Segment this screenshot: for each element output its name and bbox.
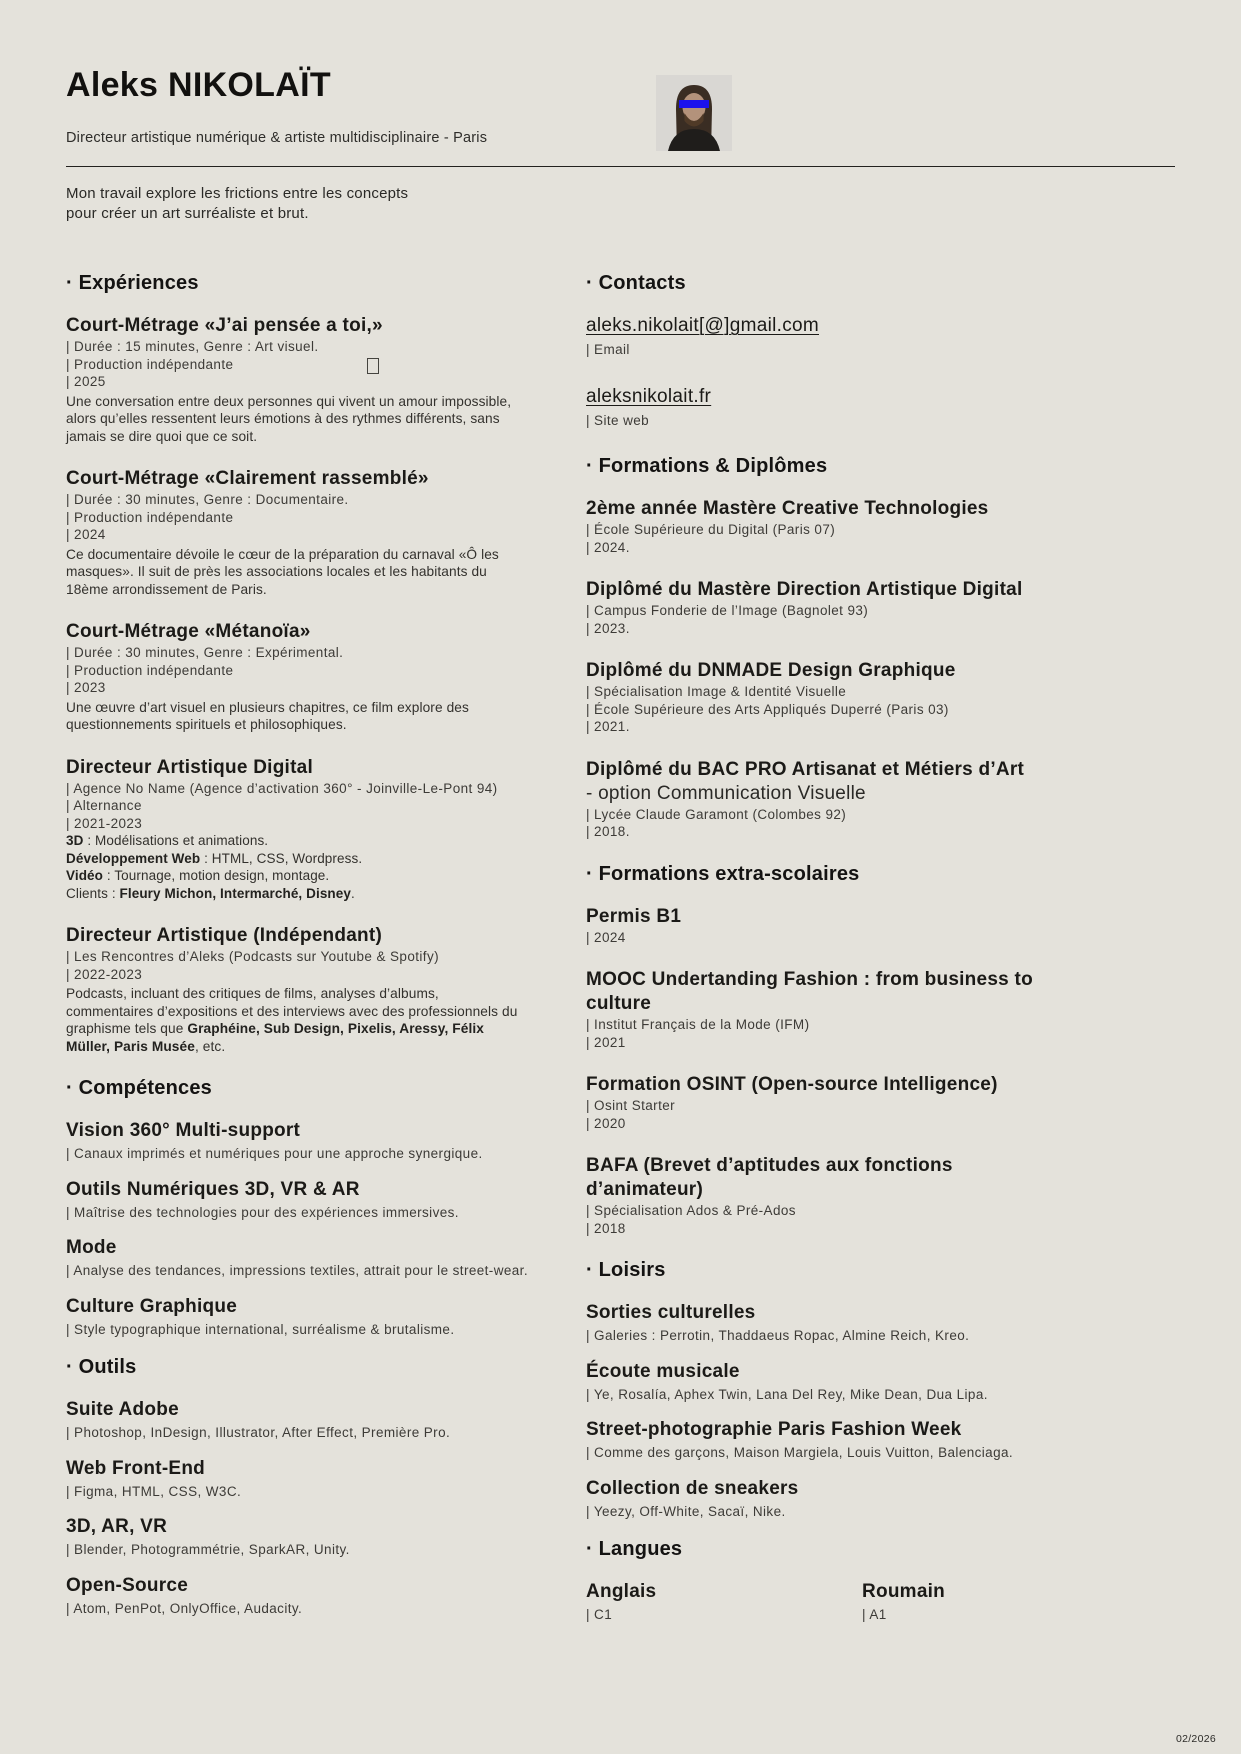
skill-detail: | Canaux imprimés et numériques pour une approche synergique. bbox=[66, 1146, 483, 1161]
detail-line: | Durée : 15 minutes, Genre : Art visuel. bbox=[66, 339, 319, 354]
skill-detail: | C1 bbox=[586, 1607, 613, 1622]
intro-line-2: pour créer un art surréaliste et brut. bbox=[66, 205, 309, 222]
contact-entry bbox=[586, 314, 1056, 359]
formation-entry bbox=[586, 905, 1056, 947]
entry-details bbox=[66, 644, 528, 697]
entry-description: Une conversation entre deux personnes qui vivent un amour impossible, alors qu’elles ressentent leurs émotions à des rythmes différents, sans jamais se dire quoi que ce soit. bbox=[66, 393, 512, 444]
detail-line: | 2021-2023 bbox=[66, 815, 143, 831]
detail-line: | 2025 bbox=[66, 374, 106, 389]
formation-entry bbox=[586, 1073, 1056, 1132]
langues-list bbox=[586, 1580, 1056, 1639]
skill-title: Vision 360° Multi-support bbox=[66, 1120, 301, 1141]
skill-entry bbox=[66, 1515, 528, 1559]
page-title: Aleks NIKOLAÏT bbox=[66, 66, 331, 104]
skill-entry bbox=[586, 1301, 1056, 1345]
footer-date: 02/2026 bbox=[1175, 1733, 1216, 1745]
entry-title: 2ème année Mastère Creative Technologies bbox=[586, 498, 989, 519]
detail-line: | Durée : 30 minutes, Genre : Documentaire. bbox=[66, 492, 349, 507]
contact-entry bbox=[586, 385, 1056, 430]
section-heading-formations-extra: · Formations extra-scolaires bbox=[586, 862, 860, 885]
section-formations-extra bbox=[586, 863, 1056, 1238]
entry-description: Podcasts, incluant des critiques de films, analyses d’albums, commentaires d’expositions et des interviews avec des professionnels du graphisme tels que Graphéine, Sub Design, Pixelis, Aressy, Félix Müller, Paris Musée, etc. bbox=[66, 986, 518, 1054]
section-experiences bbox=[66, 272, 528, 1055]
skill-detail: | Comme des garçons, Maison Margiela, Louis Vuitton, Balenciaga. bbox=[586, 1445, 1014, 1460]
detail-line: | 2018. bbox=[586, 824, 630, 839]
skill-entry bbox=[66, 1119, 528, 1163]
entry-title: MOOC Undertanding Fashion : from business to culture bbox=[586, 969, 1033, 1014]
missing-glyph-box bbox=[367, 358, 379, 374]
section-contacts bbox=[586, 272, 1056, 429]
formation-entry bbox=[586, 659, 1056, 736]
formation-entry bbox=[586, 758, 1056, 841]
skill-detail: | Style typographique international, surréalisme & brutalisme. bbox=[66, 1321, 455, 1337]
experiences-list bbox=[66, 314, 528, 1055]
experience-entry bbox=[66, 467, 528, 598]
section-competences bbox=[66, 1077, 528, 1338]
skill-entry bbox=[862, 1580, 945, 1624]
section-heading-experiences: · Expériences bbox=[66, 272, 199, 294]
entry-details bbox=[586, 806, 1056, 841]
skill-title: Écoute musicale bbox=[586, 1360, 740, 1382]
header-divider bbox=[66, 166, 1175, 167]
entry-description: Une œuvre d’art visuel en plusieurs chapitres, ce film explore des questionnements spirituels et philosophiques. bbox=[66, 699, 469, 732]
detail-line: | 2018 bbox=[586, 1220, 626, 1236]
detail-line: | Production indépendante bbox=[66, 509, 234, 525]
skill-entry bbox=[66, 1574, 528, 1618]
formation-entry bbox=[586, 968, 1056, 1051]
entry-title: Diplômé du BAC PRO Artisanat et Métiers d’Art bbox=[586, 758, 1025, 780]
entry-title: Directeur Artistique Digital bbox=[66, 756, 314, 778]
detail-line: | Les Rencontres d’Aleks (Podcasts sur Youtube & Spotify) bbox=[66, 949, 439, 964]
portrait-photo bbox=[656, 75, 732, 151]
detail-line: 3D : Modélisations et animations. bbox=[66, 833, 269, 848]
detail-line: | Production indépendante bbox=[66, 662, 234, 678]
section-outils bbox=[66, 1356, 528, 1617]
skill-detail: | Blender, Photogrammétrie, SparkAR, Unity. bbox=[66, 1542, 350, 1557]
detail-line: | Spécialisation Image & Identité Visuelle bbox=[586, 684, 847, 699]
skill-entry bbox=[66, 1295, 528, 1339]
skill-entry bbox=[66, 1457, 528, 1501]
detail-line: | 2021 bbox=[586, 1034, 626, 1050]
detail-line: | École Supérieure du Digital (Paris 07) bbox=[586, 522, 836, 537]
skill-entry bbox=[66, 1236, 528, 1280]
skill-entry bbox=[66, 1398, 528, 1442]
formation-entry bbox=[586, 1154, 1056, 1237]
section-heading-langues: · Langues bbox=[586, 1538, 683, 1560]
detail-line: | Spécialisation Ados & Pré-Ados bbox=[586, 1203, 796, 1218]
entry-title: Diplômé du Mastère Direction Artistique Digital bbox=[586, 579, 1023, 600]
skill-detail: | Figma, HTML, CSS, W3C. bbox=[66, 1483, 242, 1499]
formations-extra-list bbox=[586, 905, 1056, 1238]
section-heading-contacts: · Contacts bbox=[586, 272, 686, 294]
detail-line: | Lycée Claude Garamont (Colombes 92) bbox=[586, 806, 847, 822]
entry-title: Court-Métrage «Clairement rassemblé» bbox=[66, 468, 429, 489]
detail-line: | 2022-2023 bbox=[66, 966, 143, 982]
entry-title: Formation OSINT (Open-source Intelligence) bbox=[586, 1074, 998, 1095]
skill-detail: | Ye, Rosalía, Aphex Twin, Lana Del Rey, Mike Dean, Dua Lipa. bbox=[586, 1386, 988, 1402]
skill-entry bbox=[586, 1360, 1056, 1404]
entry-details bbox=[586, 1202, 1056, 1237]
entry-task-lines bbox=[66, 832, 528, 902]
detail-line: Vidéo : Tournage, motion design, montage. bbox=[66, 868, 330, 883]
entry-details bbox=[66, 948, 528, 983]
detail-line: | 2021. bbox=[586, 719, 630, 734]
section-loisirs bbox=[586, 1259, 1056, 1520]
contacts-list bbox=[586, 314, 1056, 429]
intro-statement bbox=[66, 184, 486, 224]
skill-title: Collection de sneakers bbox=[586, 1477, 799, 1499]
entry-title: BAFA (Brevet d’aptitudes aux fonctions d’animateur) bbox=[586, 1155, 953, 1200]
detail-line: | Institut Français de la Mode (IFM) bbox=[586, 1017, 810, 1032]
skill-title: Street-photographie Paris Fashion Week bbox=[586, 1419, 962, 1440]
entry-details bbox=[586, 1097, 1056, 1132]
loisirs-list bbox=[586, 1301, 1056, 1520]
detail-line: | École Supérieure des Arts Appliqués Duperré (Paris 03) bbox=[586, 701, 949, 717]
entry-title: Court-Métrage «Métanoïa» bbox=[66, 621, 311, 642]
section-formations bbox=[586, 455, 1056, 841]
competences-list bbox=[66, 1119, 528, 1338]
skill-title: Culture Graphique bbox=[66, 1295, 238, 1317]
entry-subtitle: - option Communication Visuelle bbox=[586, 782, 866, 804]
skill-title: Web Front-End bbox=[66, 1457, 206, 1479]
detail-line: | 2020 bbox=[586, 1115, 626, 1131]
experience-entry bbox=[66, 314, 528, 445]
detail-line: Développement Web : HTML, CSS, Wordpress. bbox=[66, 850, 363, 866]
section-heading-competences: · Compétences bbox=[66, 1077, 212, 1099]
contact-link[interactable]: aleks.nikolait[@]gmail.com bbox=[586, 315, 819, 336]
detail-line: | Production indépendante bbox=[66, 356, 234, 372]
experience-entry bbox=[66, 756, 528, 903]
entry-title: Directeur Artistique (Indépendant) bbox=[66, 925, 383, 946]
entry-details bbox=[66, 780, 528, 833]
right-column bbox=[586, 272, 1056, 1639]
detail-line: Clients : Fleury Michon, Intermarché, Disney. bbox=[66, 885, 355, 901]
skill-title: Open-Source bbox=[66, 1574, 189, 1596]
detail-line: | 2024. bbox=[586, 539, 630, 555]
formations-list bbox=[586, 497, 1056, 841]
skill-title: Roumain bbox=[862, 1581, 946, 1602]
entry-description: Ce documentaire dévoile le cœur de la préparation du carnaval «Ô les masques». Il suit de près les associations locales et les habitants du 18ème arrondissement de Paris. bbox=[66, 546, 499, 597]
skill-entry bbox=[586, 1477, 1056, 1521]
detail-line: | Durée : 30 minutes, Genre : Expérimental. bbox=[66, 645, 344, 660]
entry-details bbox=[586, 683, 1056, 736]
skill-detail: | Galeries : Perrotin, Thaddaeus Ropac, Almine Reich, Kreo. bbox=[586, 1328, 970, 1343]
formation-entry bbox=[586, 578, 1056, 637]
detail-line: | Osint Starter bbox=[586, 1098, 676, 1113]
skill-title: 3D, AR, VR bbox=[66, 1516, 168, 1537]
skill-title: Sorties culturelles bbox=[586, 1302, 756, 1323]
skill-entry bbox=[66, 1178, 528, 1222]
entry-details bbox=[586, 1016, 1056, 1051]
detail-line: | 2023 bbox=[66, 680, 106, 695]
contact-label: | Email bbox=[586, 342, 630, 357]
detail-line: | 2024 bbox=[586, 929, 626, 945]
skill-detail: | Photoshop, InDesign, Illustrator, After Effect, Première Pro. bbox=[66, 1425, 451, 1440]
section-heading-outils: · Outils bbox=[66, 1356, 137, 1378]
skill-detail: | Analyse des tendances, impressions textiles, attrait pour le street-wear. bbox=[66, 1263, 528, 1278]
entry-details bbox=[66, 338, 528, 391]
detail-line: | 2023. bbox=[586, 620, 630, 636]
skill-detail: | Yeezy, Off-White, Sacaï, Nike. bbox=[586, 1503, 786, 1519]
section-heading-loisirs: · Loisirs bbox=[586, 1259, 666, 1281]
skill-title: Anglais bbox=[586, 1581, 657, 1602]
outils-list bbox=[66, 1398, 528, 1617]
skill-title: Suite Adobe bbox=[66, 1399, 179, 1420]
section-langues bbox=[586, 1538, 1056, 1639]
detail-line: | Alternance bbox=[66, 798, 142, 813]
skill-detail: | Maîtrise des technologies pour des expériences immersives. bbox=[66, 1204, 459, 1220]
skill-detail: | Atom, PenPot, OnlyOffice, Audacity. bbox=[66, 1600, 303, 1616]
detail-line: | 2024 bbox=[66, 527, 106, 542]
entry-details bbox=[66, 491, 528, 544]
skill-title: Outils Numériques 3D, VR & AR bbox=[66, 1178, 360, 1200]
detail-line: | Campus Fonderie de l’Image (Bagnolet 93) bbox=[586, 603, 869, 618]
entry-details bbox=[586, 521, 1056, 556]
job-subtitle: Directeur artistique numérique & artiste multidisciplinaire - Paris bbox=[66, 130, 488, 146]
detail-line: | Agence No Name (Agence d’activation 360° - Joinville-Le-Pont 94) bbox=[66, 780, 498, 796]
entry-title: Court-Métrage «J’ai pensée a toi,» bbox=[66, 315, 383, 336]
entry-title: Permis B1 bbox=[586, 905, 682, 927]
entry-title: Diplômé du DNMADE Design Graphique bbox=[586, 660, 956, 681]
left-column bbox=[66, 272, 528, 1632]
contact-label: | Site web bbox=[586, 412, 650, 428]
entry-details bbox=[586, 602, 1056, 637]
entry-details bbox=[586, 929, 1056, 947]
section-heading-formations: · Formations & Diplômes bbox=[586, 455, 828, 477]
censor-bar bbox=[679, 100, 709, 108]
skill-title: Mode bbox=[66, 1237, 117, 1258]
skill-detail: | A1 bbox=[862, 1607, 887, 1622]
experience-entry bbox=[66, 620, 528, 734]
intro-line-1: Mon travail explore les frictions entre les concepts bbox=[66, 185, 409, 202]
formation-entry bbox=[586, 497, 1056, 556]
contact-link[interactable]: aleksnikolait.fr bbox=[586, 385, 712, 407]
skill-entry bbox=[586, 1418, 1056, 1462]
skill-entry bbox=[586, 1580, 862, 1624]
experience-entry bbox=[66, 924, 528, 1055]
